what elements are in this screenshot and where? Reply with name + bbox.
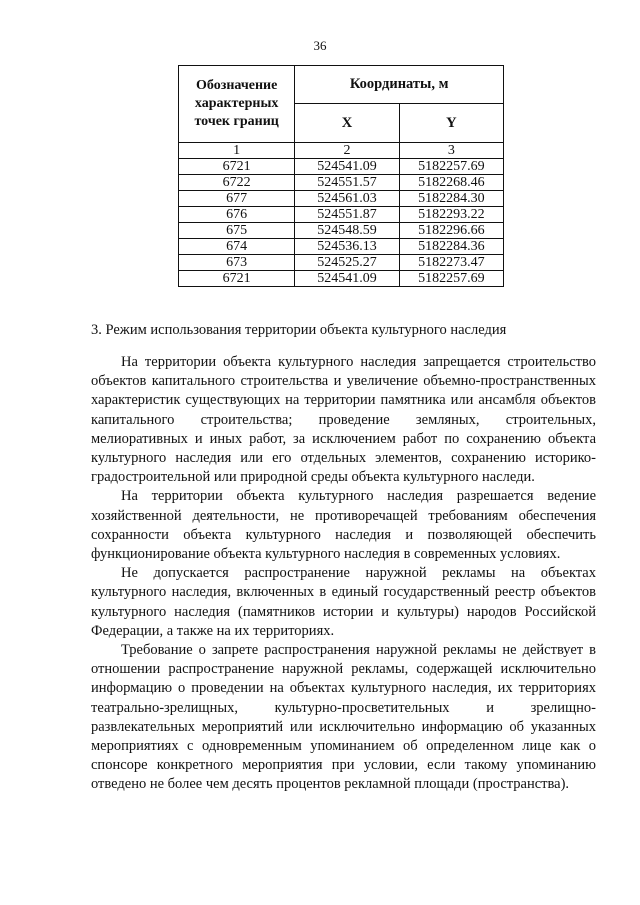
x-cell: 524548.59 xyxy=(295,223,399,239)
coordinates-header: Координаты, м xyxy=(295,66,504,104)
body-text xyxy=(91,353,596,795)
column-number-1: 1 xyxy=(179,143,295,159)
x-cell: 524536.13 xyxy=(295,239,399,255)
table-row xyxy=(179,159,504,175)
table-row xyxy=(179,239,504,255)
table-row xyxy=(179,255,504,271)
column-number-row xyxy=(179,143,504,159)
y-cell: 5182257.69 xyxy=(399,271,503,287)
point-cell: 673 xyxy=(179,255,295,271)
designation-header-line-1: Обозначение xyxy=(196,78,278,93)
y-cell: 5182257.69 xyxy=(399,159,503,175)
x-cell: 524561.03 xyxy=(295,191,399,207)
y-cell: 5182293.22 xyxy=(399,207,503,223)
designation-header-line-3: точек границ xyxy=(194,114,279,129)
table-row xyxy=(179,223,504,239)
point-cell: 6722 xyxy=(179,175,295,191)
point-cell: 677 xyxy=(179,191,295,207)
y-cell: 5182296.66 xyxy=(399,223,503,239)
point-cell: 676 xyxy=(179,207,295,223)
column-number-2: 2 xyxy=(295,143,399,159)
x-cell: 524541.09 xyxy=(295,271,399,287)
designation-header-line-2: характерных xyxy=(194,96,279,111)
point-cell: 6721 xyxy=(179,159,295,175)
page-number: 36 xyxy=(313,38,327,53)
table-row xyxy=(179,175,504,191)
paragraph-prohibitions: На территории объекта культурного наследия запрещается строительство объектов капитального строительства и увеличение объемно-пространственных характеристик существующих на территории памятника или ансамбля объектов капитального строительства; проведение земляных, строительных, мелиоративных и иных работ, за исключением работ по сохранению объекта культурного наследия или его отдельных элементов, сохранению историко-градостроительной или природной среды объекта культурного наследи. xyxy=(91,354,596,486)
table-row xyxy=(179,271,504,287)
x-cell: 524551.57 xyxy=(295,175,399,191)
paragraph-advertising-exception: Требование о запрете распространения наружной рекламы не действует в отношении распространение наружной рекламы, содержащей исключительно информацию о проведении на объектах культурного наследия, их территориях театрально-зрелищных, культурно-просветительных и зрелищно-развлекательных мероприятий или исключительно информацию об указанных мероприятиях с одновременным упоминанием об определенном лице как о спонсоре конкретного мероприятия при условии, если такому упоминанию отведено не более чем десять процентов рекламной площади (пространства). xyxy=(91,642,596,793)
table-row xyxy=(179,207,504,223)
table-row xyxy=(179,191,504,207)
y-cell: 5182284.30 xyxy=(399,191,503,207)
y-cell: 5182273.47 xyxy=(399,255,503,271)
y-cell: 5182268.46 xyxy=(399,175,503,191)
x-cell: 524541.09 xyxy=(295,159,399,175)
section-heading: 3. Режим использования территории объекта культурного наследия xyxy=(91,322,507,338)
y-axis-header: Y xyxy=(399,104,503,143)
paragraph-permitted-activity: На территории объекта культурного наследия разрешается ведение хозяйственной деятельности, не противоречащей требованиям обеспечения сохранности объекта культурного наследия и позволяющей обеспечить функционирование объекта культурного наследия в современных условиях. xyxy=(91,488,596,563)
point-cell: 6721 xyxy=(179,271,295,287)
coordinates-table xyxy=(178,65,504,287)
column-number-3: 3 xyxy=(399,143,503,159)
x-cell: 524551.87 xyxy=(295,207,399,223)
x-axis-header: X xyxy=(295,104,399,143)
point-cell: 675 xyxy=(179,223,295,239)
paragraph-advertising-ban: Не допускается распространение наружной рекламы на объектах культурного наследия, включенных в единый государственный реестр объектов культурного наследия (памятников истории и культуры) народов Российской Федерации, а также на их территориях. xyxy=(91,565,596,639)
designation-header xyxy=(179,66,295,143)
point-cell: 674 xyxy=(179,239,295,255)
x-cell: 524525.27 xyxy=(295,255,399,271)
y-cell: 5182284.36 xyxy=(399,239,503,255)
